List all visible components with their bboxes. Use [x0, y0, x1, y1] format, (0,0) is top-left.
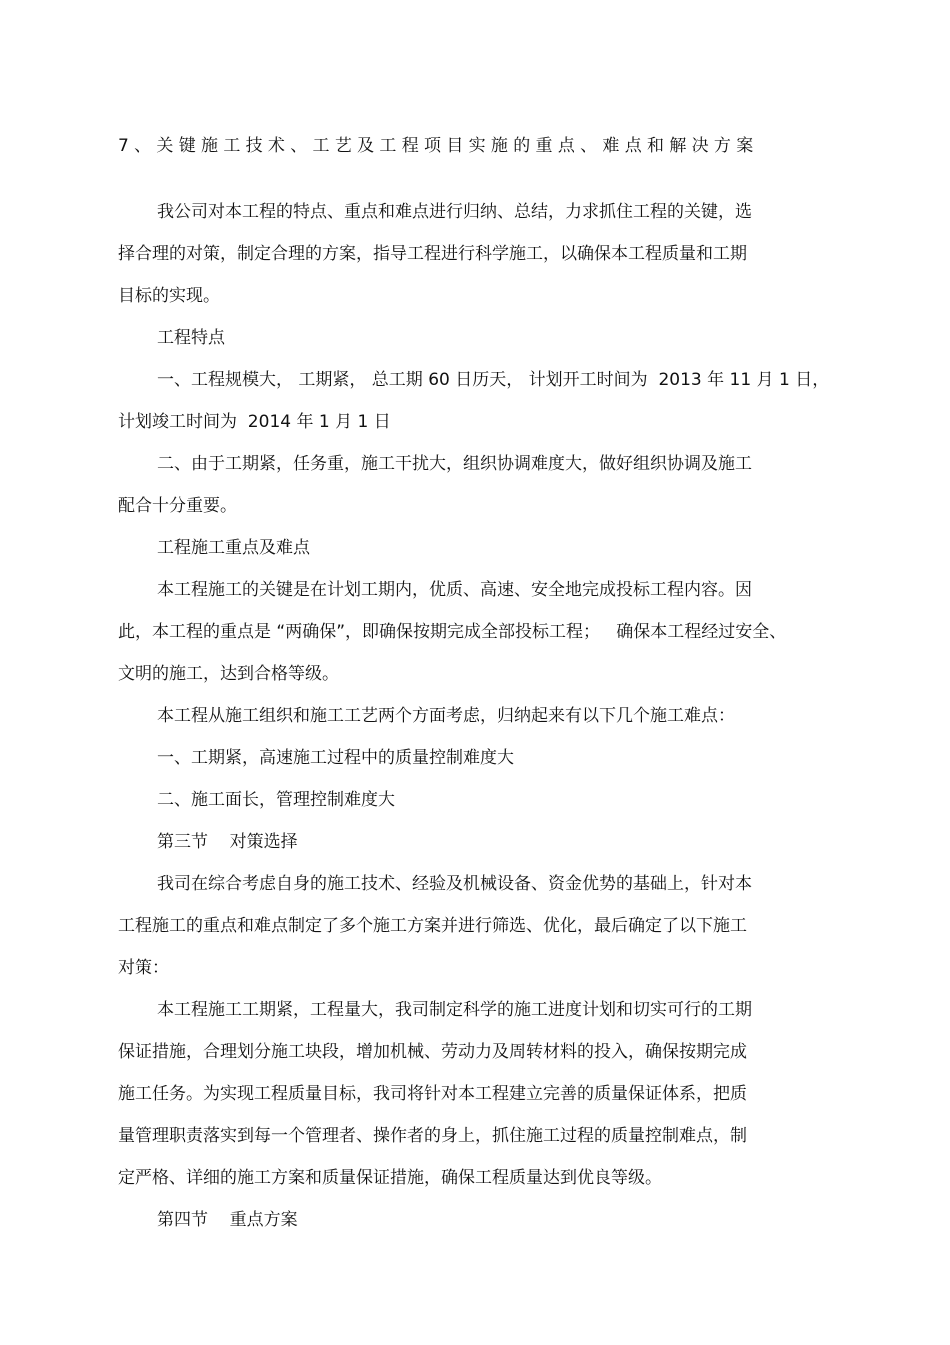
paragraph-line: 我公司对本工程的特点、重点和难点进行归纳、总结，力求抓住工程的关键，选: [157, 202, 752, 222]
list-item: 一、工期紧，高速施工过程中的质量控制难度大: [157, 748, 514, 768]
section-title: 7、关键施工技术、工艺及工程项目实施的重点、难点和解决方案: [118, 136, 759, 156]
section-heading: 第三节 对策选择: [157, 832, 298, 852]
section-heading: 第四节 重点方案: [157, 1210, 298, 1230]
subheading: 工程特点: [157, 328, 225, 348]
paragraph-line: 计划竣工时间为 2014 年 1 月 1 日: [118, 412, 391, 432]
paragraph-line: 一、工程规模大， 工期紧， 总工期 60 日历天， 计划开工时间为 2013 年 11 月 1 日，: [157, 370, 830, 390]
subheading: 工程施工重点及难点: [157, 538, 310, 558]
paragraph-line: 本工程从施工组织和施工工艺两个方面考虑，归纳起来有以下几个施工难点：: [157, 706, 735, 726]
paragraph-line: 量管理职责落实到每一个管理者、操作者的身上，抓住施工过程的质量控制难点，制: [118, 1126, 747, 1146]
paragraph-line: 施工任务。为实现工程质量目标，我司将针对本工程建立完善的质量保证体系，把质: [118, 1084, 747, 1104]
paragraph-line: 配合十分重要。: [118, 496, 237, 516]
paragraph-line: 工程施工的重点和难点制定了多个施工方案并进行筛选、优化，最后确定了以下施工: [118, 916, 747, 936]
paragraph-line: 文明的施工，达到合格等级。: [118, 664, 339, 684]
paragraph-line: 二、由于工期紧，任务重，施工干扰大，组织协调难度大，做好组织协调及施工: [157, 454, 752, 474]
paragraph-line: 目标的实现。: [118, 286, 220, 306]
paragraph-line: 择合理的对策，制定合理的方案，指导工程进行科学施工，以确保本工程质量和工期: [118, 244, 747, 264]
paragraph-line: 我司在综合考虑自身的施工技术、经验及机械设备、资金优势的基础上，针对本: [157, 874, 752, 894]
paragraph-line: 对策：: [118, 958, 169, 978]
paragraph-line: 本工程施工工期紧，工程量大，我司制定科学的施工进度计划和切实可行的工期: [157, 1000, 752, 1020]
paragraph-line: 定严格、详细的施工方案和质量保证措施，确保工程质量达到优良等级。: [118, 1168, 662, 1188]
paragraph-line: 本工程施工的关键是在计划工期内，优质、高速、安全地完成投标工程内容。因: [157, 580, 752, 600]
paragraph-line: 此，本工程的重点是 “两确保”，即确保按期完成全部投标工程； 确保本工程经过安全、: [118, 622, 787, 642]
list-item: 二、施工面长，管理控制难度大: [157, 790, 395, 810]
paragraph-line: 保证措施，合理划分施工块段，增加机械、劳动力及周转材料的投入，确保按期完成: [118, 1042, 747, 1062]
